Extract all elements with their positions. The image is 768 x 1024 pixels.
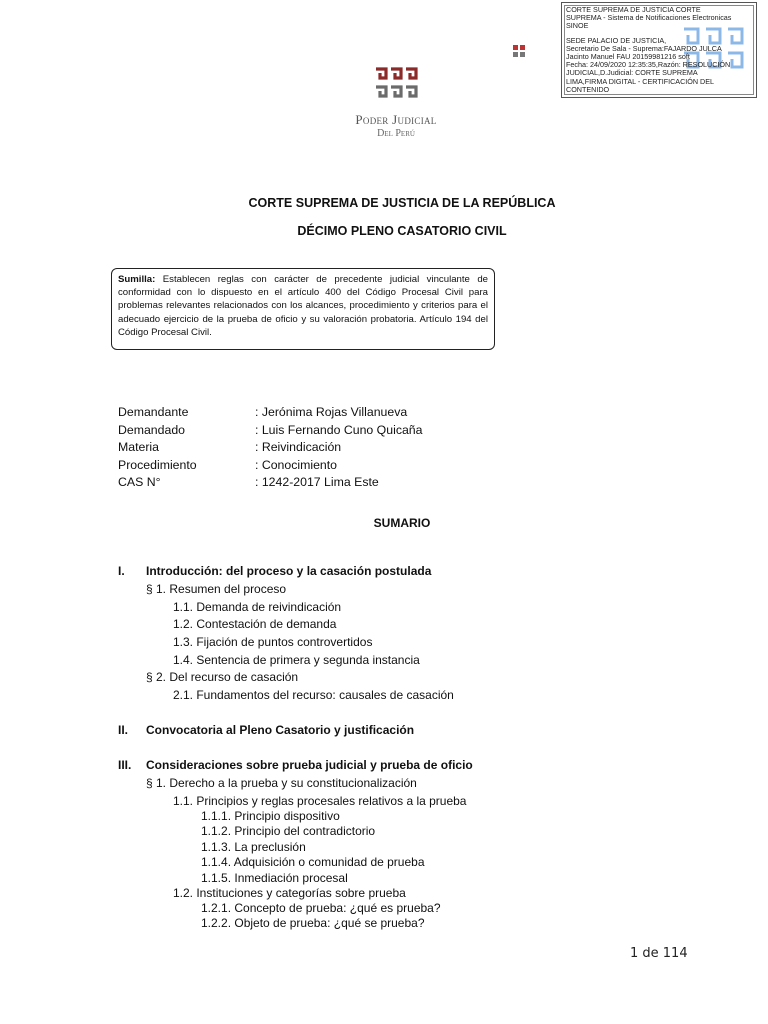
signature-line: Secretario De Sala - Suprema:FAJARDO JULCA [566, 43, 722, 53]
signature-text [566, 6, 752, 94]
toc-item: 1.2.2. Objeto de prueba: ¿qué se prueba? [201, 916, 425, 930]
toc-item: 1.1.3. La preclusión [201, 840, 306, 854]
sumario-heading: SUMARIO [373, 516, 431, 530]
toc-item: 1.1.2. Principio del contradictorio [201, 824, 376, 838]
signature-line: SINOE [566, 21, 589, 31]
toc-numeral: I. [118, 564, 125, 578]
pleno-title: DÉCIMO PLENO CASATORIO CIVIL [297, 224, 507, 238]
page-number: 1 de 114 [630, 946, 688, 961]
signature-line: SUPREMA - Sistema de Notificaciones Electronicas [566, 13, 732, 23]
party-label: CAS N° [118, 475, 161, 490]
party-label: Demandado [118, 422, 185, 437]
signature-line: Jacinto Manuel FAU 20159981216 soft [566, 52, 690, 62]
party-value: : Luis Fernando Cuno Quicaña [255, 422, 423, 437]
toc-item: § 1. Resumen del proceso [146, 582, 287, 596]
toc-item: 1.2. Contestación de demanda [173, 617, 337, 631]
toc-item: 1.1. Demanda de reivindicación [173, 600, 342, 614]
signature-line: Fecha: 24/09/2020 12:35:35,Razón: RESOLUCIÓN [566, 60, 731, 70]
logo-subtitle: Del Perú [377, 128, 415, 139]
toc-section-heading: Consideraciones sobre prueba judicial y prueba de oficio [146, 758, 473, 772]
party-label: Procedimiento [118, 457, 197, 472]
party-label: Materia [118, 440, 160, 455]
party-value: : Reivindicación [255, 440, 342, 455]
toc-section-heading: Introducción: del proceso y la casación postulada [146, 564, 432, 578]
toc-item: 2.1. Fundamentos del recurso: causales de casación [173, 688, 454, 702]
toc-item: 1.2.1. Concepto de prueba: ¿qué es prueba? [201, 901, 441, 915]
toc-numeral: II. [118, 723, 129, 737]
signature-line: CONTENIDO [566, 84, 610, 94]
sumilla-label: Sumilla: [118, 274, 156, 285]
toc-item: 1.2. Instituciones y categorías sobre prueba [173, 886, 406, 900]
party-value: : Conocimiento [255, 457, 338, 472]
toc-item: 1.1. Principios y reglas procesales relativos a la prueba [173, 794, 467, 808]
sumilla-text: Establecen reglas con carácter de precedente judicial vinculante de conformidad con lo dispuesto en el artículo 400 del Código Procesal Civil para problemas relevantes relacionados con los alcances, procedimiento y criterios para el adecuado ejercicio de la prueba de oficio y su valoración probatoria. Artículo 194 del Código Procesal Civil. [118, 274, 488, 338]
signature-line: SEDE PALACIO DE JUSTICIA, [566, 35, 667, 45]
court-title: CORTE SUPREMA DE JUSTICIA DE LA REPÚBLICA [248, 196, 556, 210]
toc-item: 1.4. Sentencia de primera y segunda instancia [173, 653, 420, 667]
signature-line: LIMA,FIRMA DIGITAL - CERTIFICACIÓN DEL [566, 76, 715, 86]
toc-item: 1.1.5. Inmediación procesal [201, 871, 348, 885]
signature-line: CORTE SUPREMA DE JUSTICIA CORTE [566, 5, 701, 14]
party-value: : Jerónima Rojas Villanueva [255, 405, 408, 419]
toc-item: 1.3. Fijación de puntos controvertidos [173, 635, 373, 649]
toc-item: § 1. Derecho a la prueba y su constitucionalización [146, 776, 417, 790]
toc-item: § 2. Del recurso de casación [146, 670, 299, 684]
toc-item: 1.1.4. Adquisición o comunidad de prueba [201, 855, 425, 869]
logo-title: Poder Judicial [355, 112, 437, 127]
toc-numeral: III. [118, 758, 132, 772]
digital-signature-box [561, 2, 757, 98]
toc-item: 1.1.1. Principio dispositivo [201, 809, 340, 823]
party-value: : 1242-2017 Lima Este [255, 475, 379, 490]
toc-section-heading: Convocatoria al Pleno Casatorio y justificación [146, 723, 415, 737]
signature-line: JUDICIAL,D.Judicial: CORTE SUPREMA [566, 68, 698, 78]
party-label: Demandante [118, 405, 189, 419]
